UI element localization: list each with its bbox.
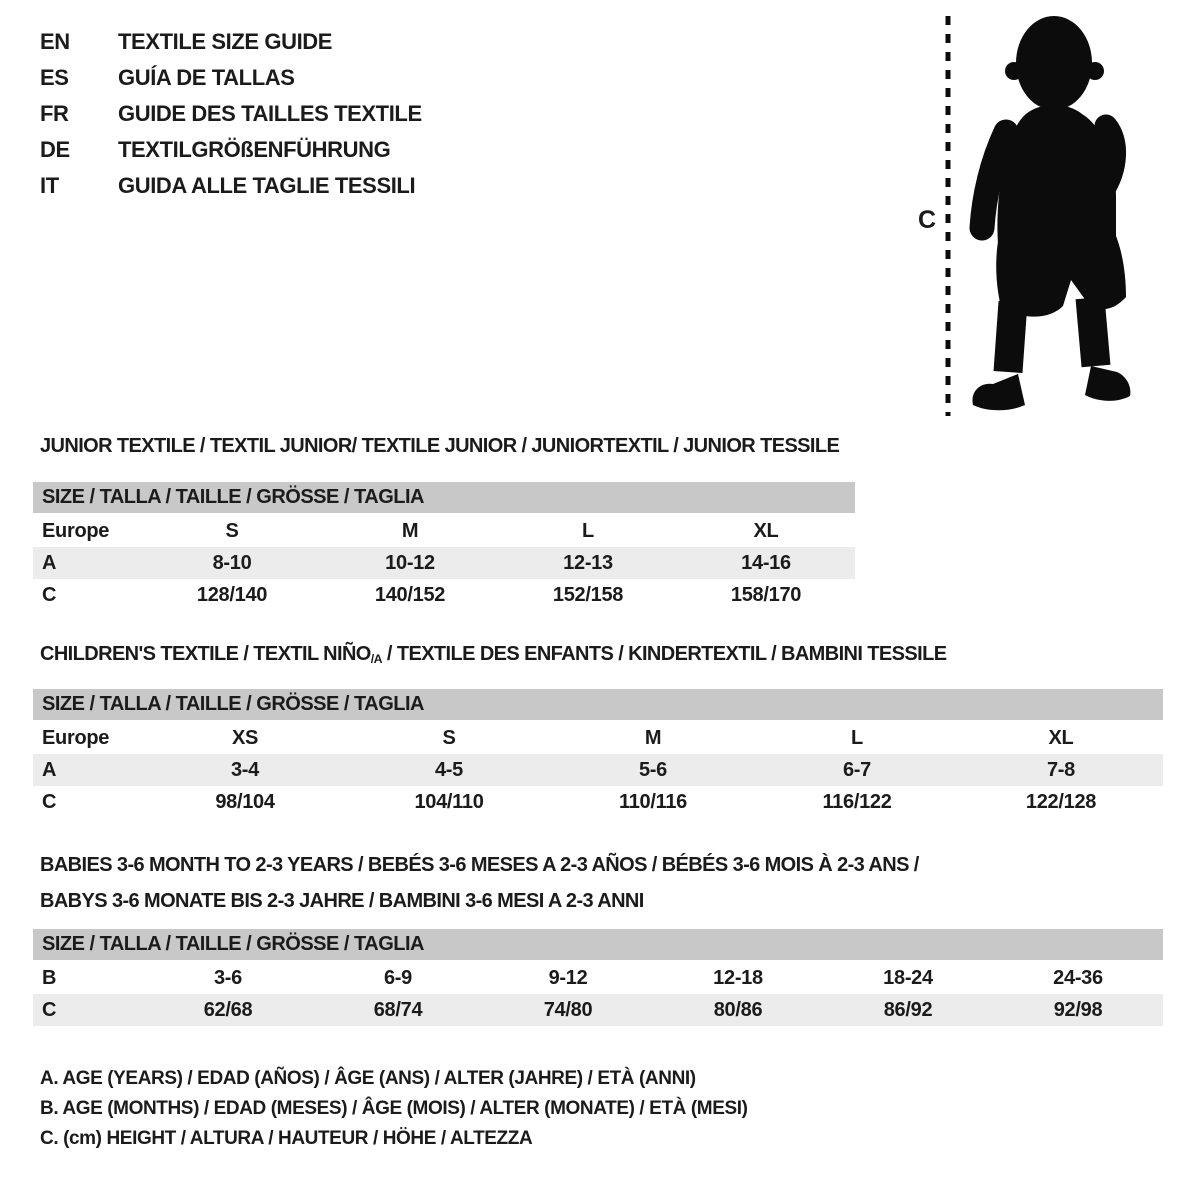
size-cell: S [442,726,456,749]
language-code: EN [40,29,70,54]
table-row [33,547,855,579]
table-row [33,579,855,611]
row-label: B [42,966,57,989]
children-section-title [40,641,946,669]
language-code: FR [40,101,69,126]
junior-size-table [33,482,855,611]
language-title-block [40,24,422,204]
size-cell: 6-9 [383,966,412,989]
size-header-band: SIZE / TALLA / TAILLE / GRÖSSE / TAGLIA [33,689,1163,720]
size-cell: 6-7 [842,758,871,781]
footnote-c: C. (cm) HEIGHT / ALTURA / HAUTEUR / HÖHE / ALTEZZA [40,1128,533,1149]
size-cell: XS [231,726,259,749]
children-size-table [33,689,1163,818]
baby-silhouette-icon [968,14,1131,414]
language-row [40,24,422,60]
babies-size-table [33,929,1163,1026]
children-title-rest: / TEXTILE DES ENFANTS / KINDERTEXTIL / BAMBINI TESSILE [381,643,947,665]
children-title-subscript: /A [370,652,382,667]
language-code: DE [40,137,70,162]
size-cell: 116/122 [822,790,892,813]
size-cell: 62/68 [203,998,253,1021]
size-cell: 92/98 [1053,998,1103,1021]
size-header-band: SIZE / TALLA / TAILLE / GRÖSSE / TAGLIA [33,482,855,513]
size-cell: 110/116 [619,790,687,813]
size-cell: L [582,519,594,542]
language-row [40,168,422,204]
language-row [40,60,422,96]
footnote-a: A. AGE (YEARS) / EDAD (AÑOS) / ÂGE (ANS) / ALTER (JAHRE) / ETÀ (ANNI) [40,1068,696,1089]
babies-title-line1: BABIES 3-6 MONTH TO 2-3 YEARS / BEBÉS 3-6 MESES A 2-3 AÑOS / BÉBÉS 3-6 MOIS À 2-3 ANS / [40,854,919,876]
babies-section-title [40,847,919,919]
size-cell: 10-12 [385,551,435,574]
size-cell: M [644,726,662,749]
size-cell: 9-12 [548,966,588,989]
height-measure-label: C [918,206,937,234]
babies-table [33,962,1163,1026]
size-cell: XL [1048,726,1074,749]
table-row [33,786,1163,818]
size-header-band: SIZE / TALLA / TAILLE / GRÖSSE / TAGLIA [33,929,1163,960]
table-row [33,722,1163,754]
size-cell: 128/140 [196,583,268,606]
size-cell: 122/128 [1025,790,1097,813]
guide-title: TEXTILGRÖßENFÜHRUNG [118,137,391,162]
children-table [33,722,1163,818]
row-label: A [42,758,57,781]
footnote-legend [40,1064,748,1154]
guide-title: GUIDE DES TAILLES TEXTILE [118,101,422,126]
size-cell: 152/158 [552,583,624,606]
children-title-main: CHILDREN'S TEXTILE / TEXTIL NIÑO [40,643,371,665]
size-cell: 158/170 [730,583,802,606]
size-cell: S [225,519,239,542]
size-cell: 140/152 [374,583,446,606]
size-cell: 4-5 [434,758,463,781]
size-cell: 74/80 [543,998,593,1021]
size-cell: 98/104 [215,790,275,813]
size-cell: 18-24 [883,966,933,989]
size-cell: L [851,726,863,749]
size-cell: M [401,519,419,542]
junior-section-title: JUNIOR TEXTILE / TEXTIL JUNIOR/ TEXTILE JUNIOR / JUNIORTEXTIL / JUNIOR TESSILE [40,435,840,457]
language-row [40,96,422,132]
row-label: A [42,551,57,574]
guide-title: GUIDA ALLE TAGLIE TESSILI [118,173,416,198]
row-label: C [42,583,57,606]
table-row [33,962,1163,994]
size-cell: 3-6 [213,966,242,989]
babies-title-line2: BABYS 3-6 MONATE BIS 2-3 JAHRE / BAMBINI 3-6 MESI A 2-3 ANNI [40,890,644,912]
row-label: Europe [42,726,110,749]
row-label: C [42,998,57,1021]
size-cell: 68/74 [373,998,423,1021]
size-cell: 12-13 [563,551,613,574]
language-row [40,132,422,168]
junior-table [33,515,855,611]
guide-title: GUÍA DE TALLAS [118,65,295,90]
table-row [33,515,855,547]
language-code: IT [40,173,59,198]
table-row [33,994,1163,1026]
size-cell: 104/110 [414,790,484,813]
guide-title: TEXTILE SIZE GUIDE [118,29,333,54]
height-dashed-line [944,16,952,416]
size-cell: 24-36 [1053,966,1103,989]
size-cell: 5-6 [638,758,667,781]
language-code: ES [40,65,69,90]
size-cell: 14-16 [741,551,791,574]
size-cell: 86/92 [883,998,933,1021]
size-cell: 7-8 [1046,758,1075,781]
size-cell: XL [753,519,779,542]
footnote-b: B. AGE (MONTHS) / EDAD (MESES) / ÂGE (MOIS) / ALTER (MONATE) / ETÀ (MESI) [40,1098,748,1119]
row-label: Europe [42,519,110,542]
size-cell: 12-18 [713,966,763,989]
size-cell: 8-10 [212,551,252,574]
size-cell: 80/86 [713,998,763,1021]
size-cell: 3-4 [230,758,259,781]
table-row [33,754,1163,786]
baby-height-figure [900,14,1190,418]
row-label: C [42,790,57,813]
